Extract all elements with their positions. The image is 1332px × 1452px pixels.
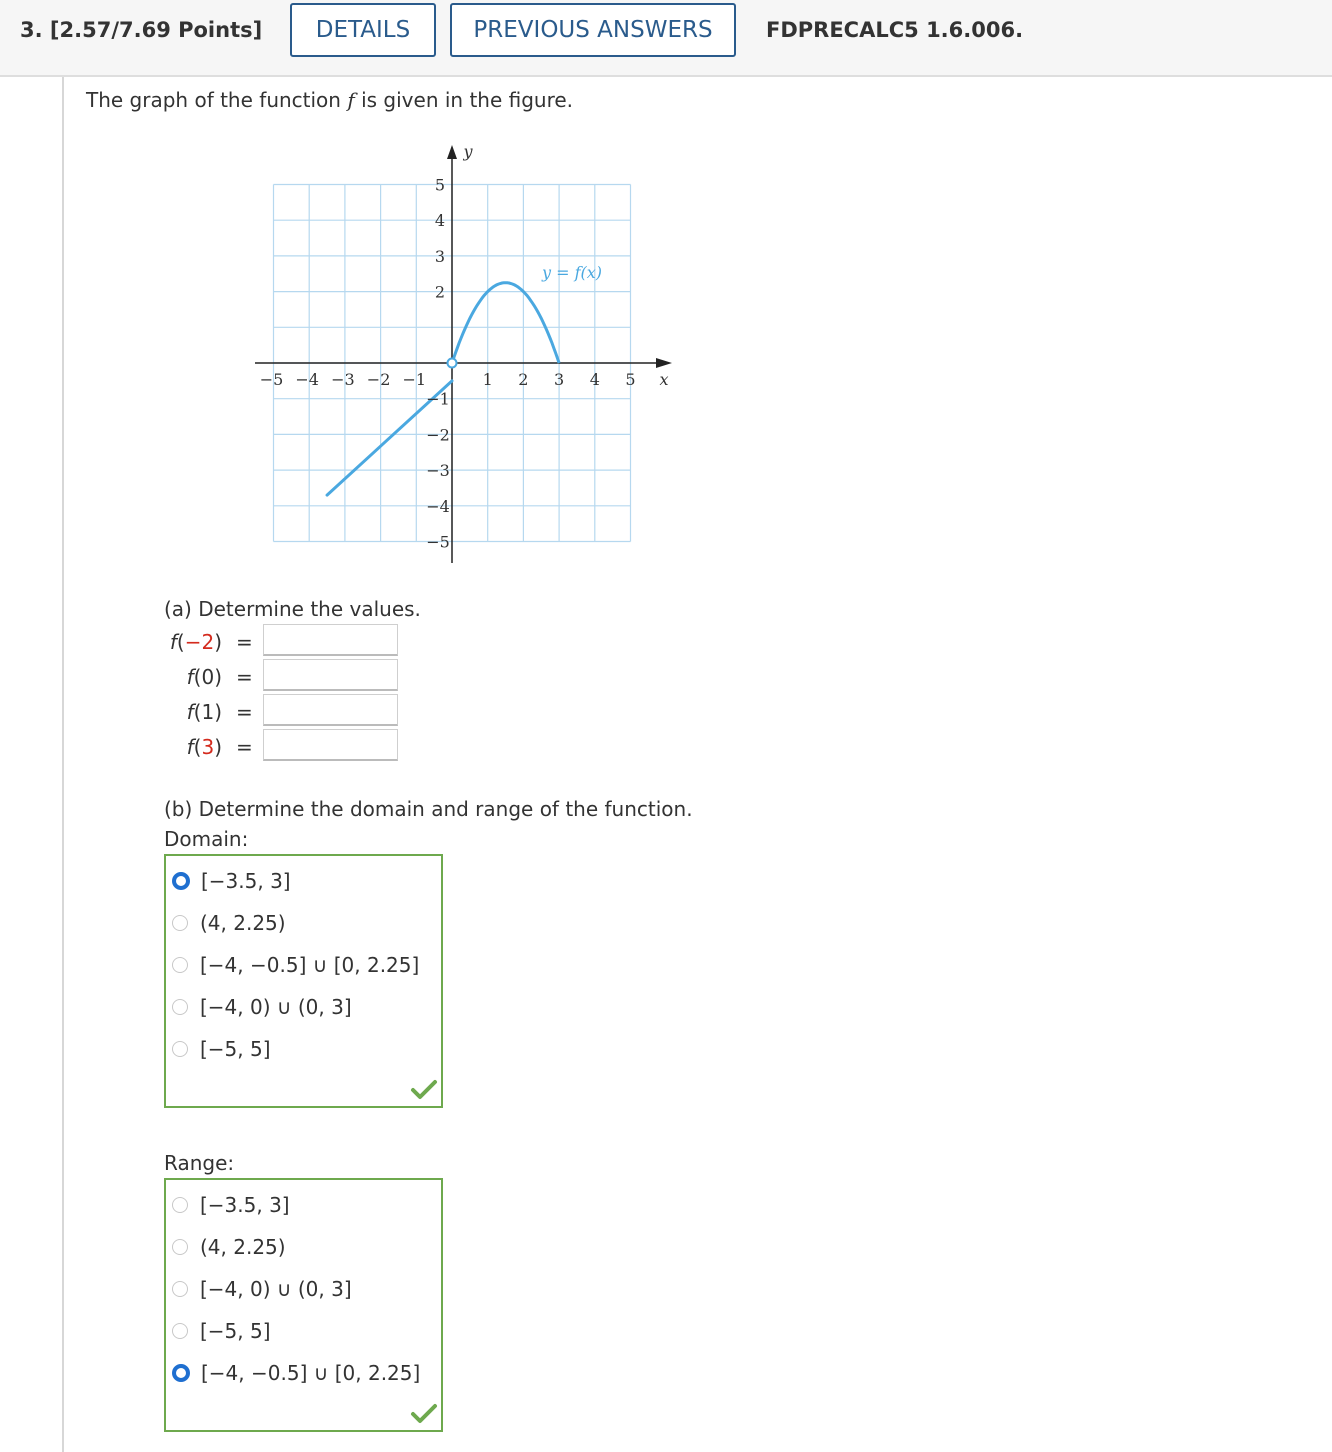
function-name: f xyxy=(186,735,194,759)
open-paren: ( xyxy=(193,700,202,724)
function-argument: 0 xyxy=(201,665,215,689)
function-graph xyxy=(250,135,680,570)
x-tick-label: −2 xyxy=(366,370,391,389)
range-option-label: [−5, 5] xyxy=(200,1319,271,1343)
function-name: f xyxy=(186,665,194,689)
range-option[interactable] xyxy=(172,1316,271,1346)
radio-selected-icon[interactable] xyxy=(172,872,190,890)
radio-unselected-icon[interactable] xyxy=(172,915,188,931)
radio-unselected-icon[interactable] xyxy=(172,1323,188,1339)
open-point-origin xyxy=(448,359,457,368)
value-row xyxy=(0,729,420,763)
domain-options-group xyxy=(164,854,443,1108)
close-paren: ) xyxy=(214,700,222,724)
x-tick-label: 3 xyxy=(554,370,565,389)
function-argument: −2 xyxy=(184,630,215,654)
question-prompt xyxy=(86,88,573,112)
x-tick-label: 5 xyxy=(625,370,636,389)
radio-unselected-icon[interactable] xyxy=(172,999,188,1015)
domain-option-label: (4, 2.25) xyxy=(200,911,286,935)
domain-option-label: [−3.5, 3] xyxy=(201,869,291,893)
radio-unselected-icon[interactable] xyxy=(172,1041,188,1057)
answer-input[interactable] xyxy=(263,659,398,691)
range-option[interactable] xyxy=(172,1190,290,1220)
function-name: f xyxy=(169,630,177,654)
equals-sign: = xyxy=(236,735,253,759)
graph-tick-labels xyxy=(260,142,669,552)
equals-sign: = xyxy=(236,630,253,654)
x-axis-label: x xyxy=(659,370,669,389)
domain-option[interactable] xyxy=(172,950,419,980)
range-option-label: (4, 2.25) xyxy=(200,1235,286,1259)
details-button[interactable]: DETAILS xyxy=(290,3,436,57)
part-b-heading: (b) Determine the domain and range of the function. xyxy=(164,797,693,821)
x-axis-arrow xyxy=(656,358,672,368)
prompt-text-before: The graph of the function xyxy=(86,88,348,112)
function-argument: 3 xyxy=(201,735,215,759)
range-label: Range: xyxy=(164,1151,235,1175)
open-paren: ( xyxy=(193,665,202,689)
curve-label: y = f(x) xyxy=(541,263,603,282)
domain-option-label: [−4, −0.5] ∪ [0, 2.25] xyxy=(200,953,420,977)
graph-axes xyxy=(255,145,672,563)
domain-option-label: [−5, 5] xyxy=(200,1037,271,1061)
y-tick-label: −5 xyxy=(426,532,450,552)
question-header xyxy=(0,0,1332,77)
open-paren: ( xyxy=(193,735,202,759)
range-option[interactable] xyxy=(172,1358,420,1388)
checkmark-stroke xyxy=(413,1406,435,1421)
problem-code: FDPRECALC5 1.6.006. xyxy=(766,18,1024,42)
x-tick-label: −1 xyxy=(402,370,427,389)
function-expression xyxy=(132,630,222,654)
answer-input[interactable] xyxy=(263,729,398,761)
answer-input[interactable] xyxy=(263,624,398,656)
range-option[interactable] xyxy=(172,1274,352,1304)
domain-option[interactable] xyxy=(172,908,286,938)
radio-unselected-icon[interactable] xyxy=(172,1197,188,1213)
question-number: 3. xyxy=(20,18,43,42)
domain-option-label: [−4, 0) ∪ (0, 3] xyxy=(200,995,352,1019)
y-tick-label: −1 xyxy=(426,389,450,409)
y-tick-label: 4 xyxy=(434,211,446,231)
range-option-label: [−4, 0) ∪ (0, 3] xyxy=(200,1277,352,1301)
domain-option[interactable] xyxy=(172,1034,271,1064)
x-tick-label: −3 xyxy=(331,370,355,389)
function-expression xyxy=(132,735,222,759)
domain-label: Domain: xyxy=(164,827,249,851)
radio-unselected-icon[interactable] xyxy=(172,957,188,973)
range-option-label: [−4, −0.5] ∪ [0, 2.25] xyxy=(201,1361,421,1385)
radio-selected-icon[interactable] xyxy=(172,1364,190,1382)
y-tick-label: −4 xyxy=(426,496,450,516)
correct-checkmark-icon xyxy=(410,1402,438,1424)
x-tick-label: −5 xyxy=(259,370,284,389)
range-option[interactable] xyxy=(172,1232,286,1262)
points-label: [2.57/7.69 Points] xyxy=(49,18,263,42)
previous-answers-button[interactable]: PREVIOUS ANSWERS xyxy=(450,3,736,57)
value-row xyxy=(0,694,420,728)
y-tick-label: −2 xyxy=(426,425,450,445)
correct-checkmark-icon xyxy=(410,1078,438,1100)
function-argument: 1 xyxy=(201,700,215,724)
x-tick-label: 1 xyxy=(482,370,493,389)
y-axis-label: y xyxy=(463,142,473,161)
x-tick-label: 2 xyxy=(518,370,529,389)
prompt-function-name: f xyxy=(347,88,355,112)
y-axis-arrow xyxy=(447,145,457,159)
question-number-points xyxy=(20,18,262,42)
open-paren: ( xyxy=(176,630,185,654)
y-tick-label: −3 xyxy=(426,461,450,481)
x-tick-label: 4 xyxy=(589,370,600,389)
question-left-border xyxy=(62,77,64,1452)
part-a-heading: (a) Determine the values. xyxy=(164,597,421,621)
equals-sign: = xyxy=(236,665,253,689)
function-name: f xyxy=(186,700,194,724)
range-options-group xyxy=(164,1178,443,1432)
y-tick-label: 5 xyxy=(434,175,446,195)
radio-unselected-icon[interactable] xyxy=(172,1281,188,1297)
radio-unselected-icon[interactable] xyxy=(172,1239,188,1255)
x-tick-label: −4 xyxy=(295,370,319,389)
domain-option[interactable] xyxy=(172,992,352,1022)
close-paren: ) xyxy=(214,665,222,689)
parabola-segment xyxy=(452,283,559,363)
equals-sign: = xyxy=(236,700,253,724)
value-row xyxy=(0,624,420,658)
y-tick-label: 3 xyxy=(434,246,446,266)
value-row xyxy=(0,659,420,693)
prompt-text-after: is given in the figure. xyxy=(354,88,574,112)
close-paren: ) xyxy=(214,735,222,759)
checkmark-stroke xyxy=(413,1082,435,1097)
y-tick-label: 2 xyxy=(434,282,446,302)
answer-input[interactable] xyxy=(263,694,398,726)
function-expression xyxy=(132,665,222,689)
close-paren: ) xyxy=(214,630,222,654)
function-expression xyxy=(132,700,222,724)
domain-option[interactable] xyxy=(172,866,291,896)
range-option-label: [−3.5, 3] xyxy=(200,1193,290,1217)
